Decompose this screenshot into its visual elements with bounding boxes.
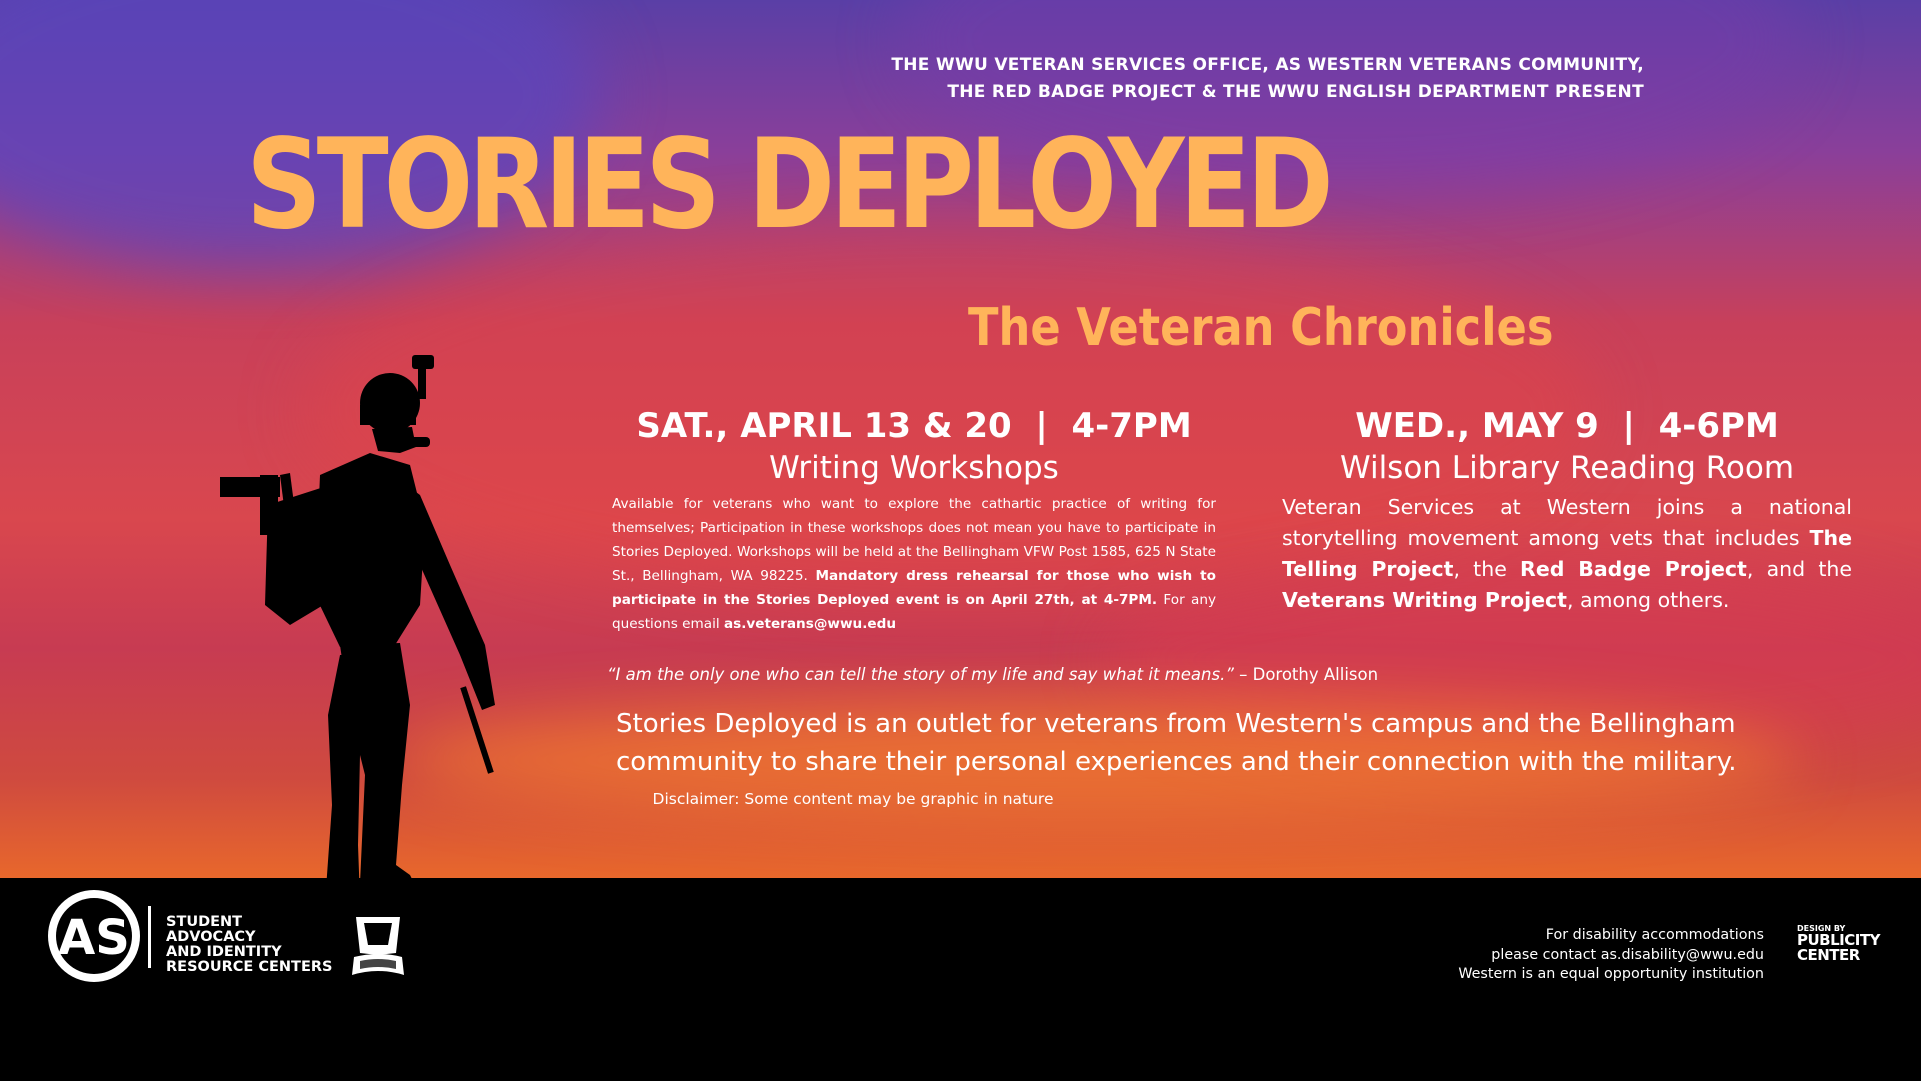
veterans-badge-icon <box>350 915 406 981</box>
access-line: For disability accommodations <box>1545 927 1764 943</box>
reading-desc-a: Veteran Services at Western joins a national storytelling movement among vets that includes <box>1282 495 1852 550</box>
accessibility-info <box>1458 926 1764 985</box>
pc-line: PUBLICITY <box>1797 931 1880 949</box>
workshops-desc-a: Available for veterans who want to explore the cathartic practice of writing for themselves; Participation in these workshops does not mean you have to participate in Stories Deployed. Workshops will be held at the Bellingham VFW Post 1585, 625 N State St., Bellingham, WA 98225. <box>612 496 1216 584</box>
access-line: please contact as.disability@wwu.edu <box>1491 946 1764 963</box>
quote-author: – Dorothy Allison <box>1233 665 1379 684</box>
workshops-column <box>612 404 1216 636</box>
project-veterans-writing: Veterans Writing Project <box>1282 588 1567 612</box>
quote-text: “I am the only one who can tell the story of my life and say what it means.” <box>607 665 1234 684</box>
as-org-line: STUDENT <box>166 914 243 930</box>
presenters <box>891 52 1644 106</box>
as-org-name <box>166 915 332 975</box>
workshops-date: SAT., APRIL 13 & 20 | 4-7PM <box>636 406 1192 446</box>
reading-sep: , the <box>1453 557 1521 581</box>
disclaimer <box>0 790 1921 808</box>
reading-location: Wilson Library Reading Room <box>1339 450 1795 486</box>
disclaimer-text: Disclaimer: Some content may be graphic in nature <box>652 790 1054 808</box>
reading-date: WED., MAY 9 | 4-6PM <box>1355 406 1779 446</box>
publicity-center-logo <box>1797 924 1880 963</box>
as-logo-icon <box>44 886 154 986</box>
project-telling: The Telling Project <box>1282 526 1852 581</box>
reading-column <box>1282 404 1852 616</box>
workshops-description <box>612 492 1216 636</box>
soldier-silhouette <box>220 355 520 915</box>
event-subtitle: The Veteran Chronicles <box>968 298 1554 358</box>
pc-line: CENTER <box>1797 946 1860 964</box>
reading-sep: , and the <box>1746 557 1852 581</box>
presenters-line: THE WWU VETERAN SERVICES OFFICE, AS WESTERN VETERANS COMMUNITY, <box>891 55 1644 75</box>
event-title: STORIES DEPLOYED <box>246 113 1329 257</box>
project-red-badge: Red Badge Project <box>1520 557 1747 581</box>
quote <box>607 665 1378 684</box>
contact-email[interactable]: as.veterans@wwu.edu <box>723 616 897 632</box>
as-org-line: ADVOCACY <box>166 929 256 945</box>
as-org-line: RESOURCE CENTERS <box>166 959 333 975</box>
access-line: Western is an equal opportunity institution <box>1458 966 1764 982</box>
workshops-name: Writing Workshops <box>769 450 1059 486</box>
workshops-rehearsal-note: Mandatory dress rehearsal for those who wish to participate in the Stories Deployed event is on April 27th, at 4-7PM. <box>612 568 1216 608</box>
workshops-desc-c: For any questions email <box>612 592 1217 632</box>
pc-design-by: DESIGN BY <box>1797 924 1846 933</box>
as-org-line: AND IDENTITY <box>166 944 282 960</box>
reading-description <box>1282 492 1852 616</box>
as-logo-text: AS <box>58 910 130 966</box>
summary-text: Stories Deployed is an outlet for veterans from Western's campus and the Bellingham community to share their personal experiences and their connection with the military. <box>616 709 1737 777</box>
presenters-line: THE RED BADGE PROJECT & THE WWU ENGLISH DEPARTMENT PRESENT <box>947 82 1644 102</box>
reading-desc-end: , among others. <box>1566 588 1730 612</box>
